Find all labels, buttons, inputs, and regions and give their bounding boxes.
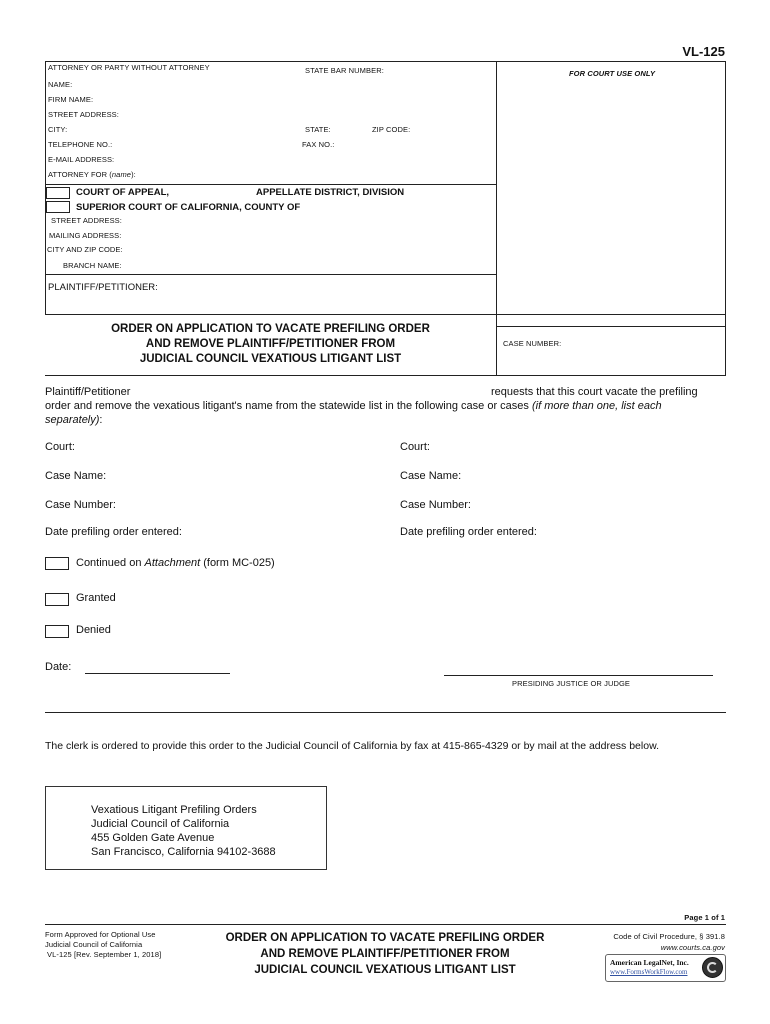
title-section-divider bbox=[45, 314, 726, 315]
state-bar-label: STATE BAR NUMBER: bbox=[305, 66, 384, 75]
section-divider bbox=[45, 712, 726, 713]
request-line2-text: order and remove the vexatious litigant's name from the statewide list in the following case or cases bbox=[45, 400, 529, 412]
publisher-logo-icon bbox=[702, 957, 723, 978]
case-name-field-right: Case Name: bbox=[400, 470, 462, 482]
name-label: NAME: bbox=[48, 80, 73, 89]
plaintiff-section-divider bbox=[45, 274, 496, 275]
court-section-divider bbox=[45, 184, 496, 185]
case-number-field-left: Case Number: bbox=[45, 499, 116, 511]
request-line2 bbox=[45, 400, 735, 412]
date-entered-field-right: Date prefiling order entered: bbox=[400, 526, 537, 538]
footer-title bbox=[200, 930, 570, 978]
continued-italic: Attachment bbox=[144, 557, 201, 569]
denied-label: Denied bbox=[76, 624, 111, 636]
date-entered-field-left: Date prefiling order entered: bbox=[45, 526, 182, 538]
fax-label: FAX NO.: bbox=[302, 140, 335, 149]
court-field-left: Court: bbox=[45, 441, 75, 453]
attorney-for-prefix: ATTORNEY FOR ( bbox=[48, 170, 112, 179]
approval-line3: VL-125 [Rev. September 1, 2018] bbox=[47, 950, 162, 959]
granted-label: Granted bbox=[76, 592, 116, 604]
court-field-right: Court: bbox=[400, 441, 430, 453]
court-mailing-label: MAILING ADDRESS: bbox=[49, 231, 122, 240]
publisher-url[interactable]: www.FormsWorkFlow.com bbox=[610, 968, 688, 976]
case-name-field-left: Case Name: bbox=[45, 470, 107, 482]
address-line2: Judicial Council of California bbox=[91, 818, 230, 830]
approval-line2: Judicial Council of California bbox=[45, 940, 143, 949]
attorney-for-name: name bbox=[111, 170, 132, 179]
firm-label: FIRM NAME: bbox=[48, 95, 94, 104]
attorney-for-label bbox=[48, 170, 136, 179]
state-label: STATE: bbox=[305, 125, 331, 134]
request-line2-italic: (if more than one, list each bbox=[531, 400, 662, 412]
form-title-line1: ORDER ON APPLICATION TO VACATE PREFILING ORDER bbox=[111, 323, 430, 335]
approval-line1: Form Approved for Optional Use bbox=[45, 930, 156, 939]
court-branch-label: BRANCH NAME: bbox=[63, 261, 122, 270]
case-number-divider bbox=[496, 326, 726, 327]
form-title-line3: JUDICIAL COUNCIL VEXATIOUS LITIGANT LIST bbox=[139, 353, 402, 365]
court-street-label: STREET ADDRESS: bbox=[51, 216, 122, 225]
continued-prefix: Continued on bbox=[76, 557, 142, 569]
form-approval bbox=[45, 930, 161, 960]
footer-divider bbox=[45, 924, 726, 925]
case-number-field-right: Case Number: bbox=[400, 499, 471, 511]
continued-label bbox=[76, 557, 275, 569]
court-of-appeal-checkbox[interactable] bbox=[46, 187, 70, 199]
clerk-instruction: The clerk is ordered to provide this order to the Judicial Council of California by fax at 415-865-4329 or by mail at the address below. bbox=[45, 740, 659, 752]
continued-checkbox[interactable] bbox=[45, 557, 69, 570]
header-top-border bbox=[45, 61, 726, 62]
superior-court-label: SUPERIOR COURT OF CALIFORNIA, COUNTY OF bbox=[76, 202, 301, 213]
signature-line[interactable] bbox=[444, 675, 713, 676]
superior-court-checkbox[interactable] bbox=[46, 201, 70, 213]
request-line3 bbox=[45, 414, 102, 426]
petitioner-label: Plaintiff/Petitioner bbox=[45, 386, 131, 398]
date-label: Date: bbox=[45, 661, 72, 673]
code-citation: Code of Civil Procedure, § 391.8 bbox=[613, 932, 725, 941]
address-line1: Vexatious Litigant Prefiling Orders bbox=[91, 804, 257, 816]
header-bottom-border bbox=[45, 375, 726, 376]
city-label: CITY: bbox=[48, 125, 68, 134]
request-line3-end: : bbox=[99, 414, 103, 426]
telephone-label: TELEPHONE NO.: bbox=[48, 140, 113, 149]
form-title-line2: AND REMOVE PLAINTIFF/PETITIONER FROM bbox=[145, 338, 396, 350]
form-id: VL-125 bbox=[682, 44, 725, 59]
request-line3-italic: separately) bbox=[45, 414, 100, 426]
publisher-name: American LegalNet, Inc. bbox=[610, 958, 689, 967]
street-label: STREET ADDRESS: bbox=[48, 110, 119, 119]
footer-title-line3: JUDICIAL COUNCIL VEXATIOUS LITIGANT LIST bbox=[254, 964, 516, 976]
court-use-label: FOR COURT USE ONLY bbox=[569, 69, 656, 78]
address-line3: 455 Golden Gate Avenue bbox=[91, 832, 215, 844]
form-title bbox=[45, 322, 496, 367]
plaintiff-label: PLAINTIFF/PETITIONER: bbox=[48, 282, 158, 293]
continued-suffix: (form MC-025) bbox=[203, 557, 275, 569]
email-label: E-MAIL ADDRESS: bbox=[48, 155, 115, 164]
page-number: Page 1 of 1 bbox=[684, 913, 725, 922]
denied-checkbox[interactable] bbox=[45, 625, 69, 638]
header-column-divider bbox=[496, 61, 497, 375]
address-line4: San Francisco, California 94102-3688 bbox=[91, 846, 276, 858]
address-block bbox=[91, 803, 276, 859]
judge-label: PRESIDING JUSTICE OR JUDGE bbox=[512, 679, 631, 688]
footer-code-block bbox=[613, 931, 725, 953]
attorney-label: ATTORNEY OR PARTY WITHOUT ATTORNEY bbox=[48, 63, 210, 72]
footer-title-line1: ORDER ON APPLICATION TO VACATE PREFILING ORDER bbox=[225, 932, 545, 944]
header-right-border bbox=[725, 61, 726, 375]
court-of-appeal-label: COURT OF APPEAL, bbox=[76, 187, 170, 198]
requests-text: requests that this court vacate the prefiling bbox=[491, 386, 698, 398]
court-city-zip-label: CITY AND ZIP CODE: bbox=[47, 245, 123, 254]
granted-checkbox[interactable] bbox=[45, 593, 69, 606]
attorney-for-suffix: ): bbox=[131, 170, 136, 179]
footer-title-line2: AND REMOVE PLAINTIFF/PETITIONER FROM bbox=[260, 948, 510, 960]
appellate-district-label: APPELLATE DISTRICT, DIVISION bbox=[256, 187, 405, 198]
date-line[interactable] bbox=[85, 673, 230, 674]
case-number-label: CASE NUMBER: bbox=[503, 339, 562, 348]
courts-website: www.courts.ca.gov bbox=[660, 943, 725, 952]
zip-label: ZIP CODE: bbox=[372, 125, 411, 134]
